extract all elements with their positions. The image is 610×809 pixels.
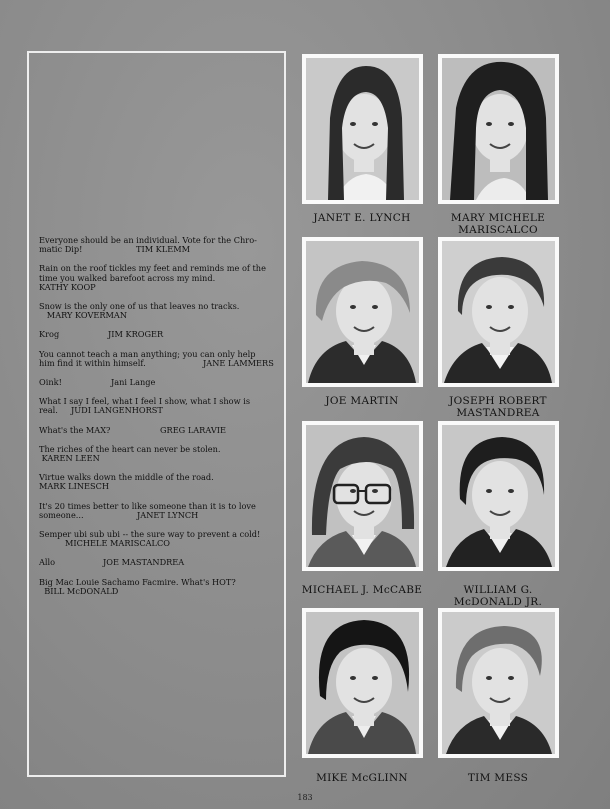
student-name-caption — [287, 212, 437, 224]
quote-text-line: What's the MAX? — [39, 424, 111, 435]
quote-text-line: real. — [39, 405, 58, 416]
student-name-line: JOSEPH ROBERT — [449, 395, 547, 407]
quote-last-line — [39, 245, 283, 254]
quote-signature: GREG LARAVIE — [160, 424, 226, 435]
quote-entry — [39, 350, 283, 368]
quote-last-line — [39, 558, 283, 567]
quote-text-line: Snow is the only one of us that leaves no tracks. — [39, 301, 240, 312]
quote-entry — [39, 502, 283, 520]
quote-signature: TIM KLEMM — [136, 244, 190, 255]
quote-entry — [39, 397, 283, 415]
student-name-line: McDONALD JR. — [453, 596, 543, 608]
quote-entry — [39, 302, 283, 320]
quote-signature: JANE LAMMERS — [203, 357, 274, 368]
quote-signature: BILL McDONALD — [39, 585, 119, 596]
quote-text-line: Semper ubi sub ubi -- the sure way to prevent a cold! — [39, 529, 261, 540]
student-name-line: JOE MARTIN — [325, 395, 399, 407]
quote-text-line: Oink! — [39, 377, 62, 388]
quote-text-line: time you walked barefoot across my mind. — [39, 272, 216, 283]
student-name-caption — [287, 584, 437, 596]
quote-text-line: Allo — [39, 557, 56, 568]
student-portrait-photo — [302, 608, 423, 758]
quote-last-line — [39, 378, 283, 387]
quote-signature: JANET LYNCH — [137, 509, 199, 520]
quote-entry — [39, 473, 283, 491]
quote-last-line — [39, 511, 283, 520]
student-portrait-photo — [302, 237, 423, 387]
student-name-line: MARISCALCO — [458, 224, 538, 236]
quote-entry — [39, 236, 283, 254]
quote-last-line — [39, 330, 283, 339]
page-number: 183 — [297, 793, 313, 802]
student-name-caption — [423, 395, 573, 419]
quote-text-line: It's 20 times better to like someone than it is to love — [39, 500, 256, 511]
quote-text-line: Everyone should be an individual. Vote for the Chro- — [39, 235, 257, 245]
quote-text-line: matic Dip! — [39, 244, 83, 255]
student-name-caption — [287, 772, 437, 784]
student-name-line: MIKE McGLINN — [316, 772, 408, 784]
student-name-line: MARY MICHELE — [450, 212, 546, 224]
quote-entry — [39, 378, 283, 387]
quote-signature: MARK LINESCH — [39, 481, 110, 492]
quote-text-line: What I say I feel, what I feel I show, what I show is — [39, 396, 251, 407]
quote-text-line: someone... — [39, 509, 84, 520]
quote-entry — [39, 330, 283, 339]
student-portrait-photo — [438, 421, 559, 571]
quote-text-line: Rain on the roof tickles my feet and reminds me of the — [39, 263, 266, 274]
quote-entry — [39, 558, 283, 567]
quote-entry — [39, 530, 283, 548]
student-name-caption — [287, 395, 437, 407]
quote-entry — [39, 426, 283, 435]
quote-signature: MARY KOVERMAN — [39, 310, 128, 321]
quote-signature: JIM KROGER — [108, 329, 164, 340]
student-name-line: MASTANDREA — [456, 407, 540, 419]
student-name-caption — [423, 772, 573, 784]
quote-text-line: Big Mac Louie Sachamo Facmire. What's HOT? — [39, 576, 236, 587]
senior-quotes-list — [39, 236, 283, 606]
quote-text-line: Krog — [39, 329, 60, 340]
quote-text-line: him find it within himself. — [39, 357, 146, 368]
student-name-line: MICHAEL J. McCABE — [301, 584, 423, 596]
quote-entry — [39, 264, 283, 292]
student-name-line: JANET E. LYNCH — [313, 212, 411, 224]
quote-signature: JUDI LANGENHORST — [71, 405, 163, 416]
student-name-caption — [423, 212, 573, 236]
quote-text-line: Virtue walks down the middle of the road. — [39, 472, 214, 483]
quote-entry — [39, 578, 283, 596]
quote-last-line — [39, 426, 283, 435]
quote-signature: JOE MASTANDREA — [103, 557, 185, 568]
student-name-line: WILLIAM G. — [463, 584, 533, 596]
student-portrait-photo — [302, 54, 423, 204]
quote-last-line — [39, 359, 283, 368]
student-name-line: TIM MESS — [467, 772, 529, 784]
quote-text-line: The riches of the heart can never be stolen. — [39, 443, 221, 454]
quote-signature: Jani Lange — [111, 377, 156, 388]
quote-text-line: You cannot teach a man anything; you can only help — [39, 348, 256, 359]
quote-signature: MICHELE MARISCALCO — [39, 538, 170, 549]
student-portrait-photo — [438, 608, 559, 758]
quote-signature: KATHY KOOP — [39, 281, 96, 292]
student-portrait-photo — [302, 421, 423, 571]
student-portrait-photo — [438, 237, 559, 387]
quote-entry — [39, 445, 283, 463]
student-name-caption — [423, 584, 573, 608]
quote-signature: KAREN LEEN — [39, 453, 100, 464]
student-portrait-photo — [438, 54, 559, 204]
quote-last-line — [39, 406, 283, 415]
